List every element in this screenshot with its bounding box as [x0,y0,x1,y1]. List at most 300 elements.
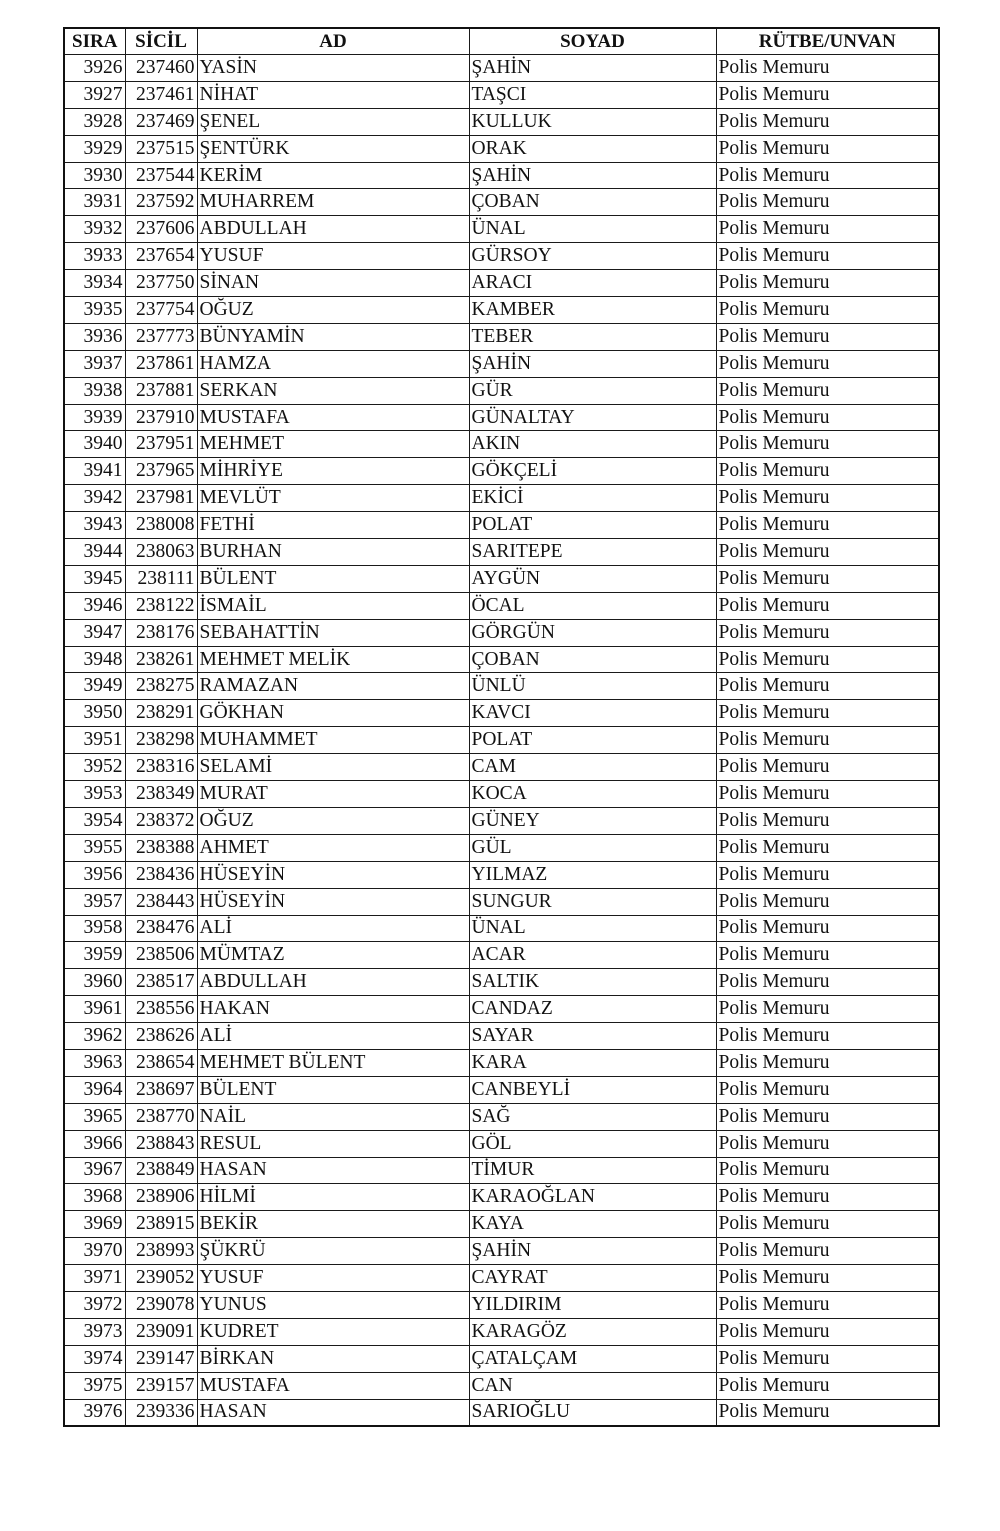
cell-sira: 3939 [64,404,125,431]
table-row [64,81,939,108]
cell-sira: 3968 [64,1184,125,1211]
cell-soyad: ÇATALÇAM [469,1345,716,1372]
cell-sira: 3938 [64,377,125,404]
cell-sicil: 238291 [125,700,197,727]
cell-rutbe: Polis Memuru [716,700,939,727]
cell-rutbe: Polis Memuru [716,1076,939,1103]
cell-soyad: POLAT [469,727,716,754]
cell-rutbe: Polis Memuru [716,1023,939,1050]
cell-ad: SERKAN [197,377,469,404]
cell-rutbe: Polis Memuru [716,592,939,619]
cell-sira: 3957 [64,888,125,915]
cell-soyad: GÜL [469,834,716,861]
cell-sicil: 237754 [125,297,197,324]
cell-rutbe: Polis Memuru [716,1238,939,1265]
table-row [64,1130,939,1157]
cell-ad: GÖKHAN [197,700,469,727]
cell-rutbe: Polis Memuru [716,673,939,700]
cell-sira: 3941 [64,458,125,485]
cell-soyad: GÖKÇELİ [469,458,716,485]
table-body [64,55,939,1427]
cell-sicil: 238443 [125,888,197,915]
cell-sira: 3944 [64,539,125,566]
cell-rutbe: Polis Memuru [716,969,939,996]
cell-sira: 3937 [64,350,125,377]
cell-sira: 3974 [64,1345,125,1372]
cell-ad: BÜLENT [197,1076,469,1103]
cell-sira: 3964 [64,1076,125,1103]
cell-sira: 3956 [64,861,125,888]
cell-rutbe: Polis Memuru [716,727,939,754]
cell-soyad: SAĞ [469,1103,716,1130]
cell-sicil: 238275 [125,673,197,700]
cell-rutbe: Polis Memuru [716,942,939,969]
cell-sicil: 239052 [125,1265,197,1292]
cell-soyad: POLAT [469,512,716,539]
cell-sicil: 239157 [125,1372,197,1399]
table-row [64,135,939,162]
cell-sira: 3930 [64,162,125,189]
cell-sira: 3961 [64,996,125,1023]
cell-soyad: AKIN [469,431,716,458]
cell-sira: 3943 [64,512,125,539]
cell-sicil: 238770 [125,1103,197,1130]
cell-soyad: KARAGÖZ [469,1318,716,1345]
cell-ad: BÜNYAMİN [197,323,469,350]
cell-soyad: KARAOĞLAN [469,1184,716,1211]
table-row [64,216,939,243]
cell-soyad: ÇOBAN [469,189,716,216]
cell-ad: SELAMİ [197,754,469,781]
cell-rutbe: Polis Memuru [716,1130,939,1157]
cell-soyad: CANBEYLİ [469,1076,716,1103]
cell-soyad: TİMUR [469,1157,716,1184]
cell-sicil: 238008 [125,512,197,539]
cell-sicil: 238654 [125,1049,197,1076]
cell-rutbe: Polis Memuru [716,485,939,512]
cell-rutbe: Polis Memuru [716,1345,939,1372]
table-row [64,1291,939,1318]
cell-sicil: 237460 [125,55,197,82]
cell-rutbe: Polis Memuru [716,297,939,324]
cell-rutbe: Polis Memuru [716,1265,939,1292]
cell-soyad: CAYRAT [469,1265,716,1292]
table-row [64,1399,939,1426]
cell-ad: HASAN [197,1157,469,1184]
cell-ad: AHMET [197,834,469,861]
cell-rutbe: Polis Memuru [716,162,939,189]
cell-sira: 3952 [64,754,125,781]
cell-soyad: SUNGUR [469,888,716,915]
cell-sicil: 238063 [125,539,197,566]
cell-rutbe: Polis Memuru [716,270,939,297]
cell-rutbe: Polis Memuru [716,512,939,539]
table-row [64,243,939,270]
cell-sicil: 238626 [125,1023,197,1050]
cell-ad: ŞENEL [197,108,469,135]
table-row [64,619,939,646]
cell-rutbe: Polis Memuru [716,996,939,1023]
cell-sicil: 238906 [125,1184,197,1211]
cell-ad: MEVLÜT [197,485,469,512]
cell-rutbe: Polis Memuru [716,834,939,861]
table-row [64,108,939,135]
cell-soyad: GÜRSOY [469,243,716,270]
cell-sicil: 239147 [125,1345,197,1372]
cell-sicil: 237461 [125,81,197,108]
cell-soyad: ACAR [469,942,716,969]
table-row [64,1211,939,1238]
table-row [64,512,939,539]
table-row [64,1076,939,1103]
cell-sicil: 237592 [125,189,197,216]
cell-ad: YUNUS [197,1291,469,1318]
table-row [64,270,939,297]
cell-sira: 3970 [64,1238,125,1265]
cell-rutbe: Polis Memuru [716,1049,939,1076]
cell-sira: 3928 [64,108,125,135]
cell-ad: HİLMİ [197,1184,469,1211]
cell-rutbe: Polis Memuru [716,458,939,485]
cell-sira: 3953 [64,781,125,808]
table-row [64,458,939,485]
table-row [64,781,939,808]
cell-ad: HÜSEYİN [197,888,469,915]
cell-ad: KUDRET [197,1318,469,1345]
cell-ad: OĞUZ [197,807,469,834]
cell-ad: HAKAN [197,996,469,1023]
table-row [64,1023,939,1050]
cell-rutbe: Polis Memuru [716,565,939,592]
cell-rutbe: Polis Memuru [716,754,939,781]
cell-soyad: ÜNAL [469,216,716,243]
cell-soyad: CAN [469,1372,716,1399]
cell-sicil: 237654 [125,243,197,270]
table-row [64,673,939,700]
cell-soyad: CANDAZ [469,996,716,1023]
cell-ad: ŞENTÜRK [197,135,469,162]
table-row [64,1184,939,1211]
cell-soyad: GÖRGÜN [469,619,716,646]
table-row [64,915,939,942]
cell-ad: MÜMTAZ [197,942,469,969]
table-row [64,861,939,888]
cell-ad: BURHAN [197,539,469,566]
table-row [64,565,939,592]
table-row [64,969,939,996]
cell-sicil: 238697 [125,1076,197,1103]
cell-soyad: ÖCAL [469,592,716,619]
cell-sicil: 238388 [125,834,197,861]
cell-rutbe: Polis Memuru [716,1399,939,1426]
cell-soyad: KAMBER [469,297,716,324]
cell-soyad: ORAK [469,135,716,162]
cell-soyad: KOCA [469,781,716,808]
cell-sira: 3936 [64,323,125,350]
table-row [64,888,939,915]
cell-soyad: KAYA [469,1211,716,1238]
cell-sicil: 238349 [125,781,197,808]
cell-sicil: 237861 [125,350,197,377]
cell-sicil: 238517 [125,969,197,996]
table-row [64,431,939,458]
cell-sira: 3976 [64,1399,125,1426]
cell-ad: MEHMET BÜLENT [197,1049,469,1076]
cell-soyad: GÜNALTAY [469,404,716,431]
cell-soyad: ŞAHİN [469,350,716,377]
cell-sicil: 238506 [125,942,197,969]
cell-sira: 3969 [64,1211,125,1238]
cell-sira: 3963 [64,1049,125,1076]
cell-sicil: 238556 [125,996,197,1023]
cell-sicil: 237750 [125,270,197,297]
cell-soyad: SARITEPE [469,539,716,566]
cell-sira: 3965 [64,1103,125,1130]
cell-sicil: 237965 [125,458,197,485]
cell-sicil: 237515 [125,135,197,162]
cell-ad: BÜLENT [197,565,469,592]
cell-sira: 3960 [64,969,125,996]
cell-sicil: 237606 [125,216,197,243]
cell-soyad: ŞAHİN [469,162,716,189]
cell-sira: 3926 [64,55,125,82]
cell-ad: HÜSEYİN [197,861,469,888]
cell-ad: RESUL [197,1130,469,1157]
header-rutbe: RÜTBE/UNVAN [716,28,939,55]
cell-sira: 3958 [64,915,125,942]
cell-rutbe: Polis Memuru [716,431,939,458]
table-row [64,485,939,512]
table-row [64,162,939,189]
cell-rutbe: Polis Memuru [716,1211,939,1238]
cell-sicil: 237951 [125,431,197,458]
cell-ad: YASİN [197,55,469,82]
cell-sira: 3940 [64,431,125,458]
cell-sicil: 237469 [125,108,197,135]
cell-soyad: SAYAR [469,1023,716,1050]
table-row [64,1345,939,1372]
cell-soyad: ÇOBAN [469,646,716,673]
cell-sicil: 238843 [125,1130,197,1157]
cell-sicil: 239091 [125,1318,197,1345]
cell-rutbe: Polis Memuru [716,81,939,108]
table-row [64,727,939,754]
cell-ad: HASAN [197,1399,469,1426]
cell-rutbe: Polis Memuru [716,861,939,888]
cell-sira: 3975 [64,1372,125,1399]
cell-rutbe: Polis Memuru [716,539,939,566]
cell-soyad: CAM [469,754,716,781]
cell-sira: 3950 [64,700,125,727]
cell-sicil: 238316 [125,754,197,781]
table-row [64,350,939,377]
cell-sicil: 238849 [125,1157,197,1184]
cell-sira: 3959 [64,942,125,969]
cell-rutbe: Polis Memuru [716,377,939,404]
cell-ad: HAMZA [197,350,469,377]
cell-sira: 3942 [64,485,125,512]
cell-ad: ABDULLAH [197,216,469,243]
cell-soyad: YILDIRIM [469,1291,716,1318]
cell-ad: BİRKAN [197,1345,469,1372]
cell-sicil: 239078 [125,1291,197,1318]
cell-sicil: 238993 [125,1238,197,1265]
cell-rutbe: Polis Memuru [716,1157,939,1184]
cell-sicil: 238476 [125,915,197,942]
cell-ad: BEKİR [197,1211,469,1238]
cell-sicil: 238436 [125,861,197,888]
cell-sira: 3946 [64,592,125,619]
cell-soyad: ARACI [469,270,716,297]
cell-rutbe: Polis Memuru [716,619,939,646]
cell-rutbe: Polis Memuru [716,807,939,834]
table-row [64,1238,939,1265]
cell-ad: MUSTAFA [197,404,469,431]
cell-sira: 3954 [64,807,125,834]
cell-ad: KERİM [197,162,469,189]
cell-sicil: 239336 [125,1399,197,1426]
table-row [64,942,939,969]
table-row [64,1157,939,1184]
table-row [64,377,939,404]
cell-sira: 3932 [64,216,125,243]
cell-sira: 3935 [64,297,125,324]
cell-sira: 3947 [64,619,125,646]
cell-ad: MURAT [197,781,469,808]
cell-soyad: GÜR [469,377,716,404]
cell-soyad: GÜNEY [469,807,716,834]
cell-soyad: SARIOĞLU [469,1399,716,1426]
cell-sira: 3945 [64,565,125,592]
cell-ad: MEHMET MELİK [197,646,469,673]
cell-soyad: KAVCI [469,700,716,727]
cell-ad: SİNAN [197,270,469,297]
cell-ad: RAMAZAN [197,673,469,700]
cell-sicil: 238111 [125,565,197,592]
cell-rutbe: Polis Memuru [716,1103,939,1130]
cell-rutbe: Polis Memuru [716,404,939,431]
cell-sicil: 238372 [125,807,197,834]
header-soyad: SOYAD [469,28,716,55]
cell-rutbe: Polis Memuru [716,1184,939,1211]
cell-sira: 3962 [64,1023,125,1050]
cell-rutbe: Polis Memuru [716,1372,939,1399]
cell-sira: 3972 [64,1291,125,1318]
cell-rutbe: Polis Memuru [716,350,939,377]
cell-rutbe: Polis Memuru [716,1291,939,1318]
cell-sira: 3949 [64,673,125,700]
cell-ad: MUHARREM [197,189,469,216]
table-row [64,834,939,861]
table-row [64,539,939,566]
table-row [64,323,939,350]
table-row [64,592,939,619]
cell-ad: MİHRİYE [197,458,469,485]
table-row [64,754,939,781]
cell-rutbe: Polis Memuru [716,781,939,808]
cell-ad: MEHMET [197,431,469,458]
personnel-table [63,27,940,1427]
cell-ad: YUSUF [197,243,469,270]
cell-soyad: EKİCİ [469,485,716,512]
cell-sira: 3933 [64,243,125,270]
cell-sicil: 238298 [125,727,197,754]
table-row [64,996,939,1023]
cell-sira: 3931 [64,189,125,216]
cell-soyad: KARA [469,1049,716,1076]
cell-ad: ABDULLAH [197,969,469,996]
cell-ad: İSMAİL [197,592,469,619]
table-row [64,1265,939,1292]
cell-ad: SEBAHATTİN [197,619,469,646]
cell-rutbe: Polis Memuru [716,216,939,243]
cell-sira: 3951 [64,727,125,754]
cell-rutbe: Polis Memuru [716,243,939,270]
cell-sicil: 237773 [125,323,197,350]
cell-sicil: 238915 [125,1211,197,1238]
cell-sira: 3929 [64,135,125,162]
cell-sicil: 237910 [125,404,197,431]
cell-sira: 3934 [64,270,125,297]
cell-ad: NAİL [197,1103,469,1130]
table-header [64,28,939,55]
cell-soyad: YILMAZ [469,861,716,888]
cell-rutbe: Polis Memuru [716,323,939,350]
cell-rutbe: Polis Memuru [716,1318,939,1345]
cell-sicil: 237544 [125,162,197,189]
cell-soyad: GÖL [469,1130,716,1157]
table-row [64,55,939,82]
cell-sicil: 238122 [125,592,197,619]
cell-soyad: SALTIK [469,969,716,996]
cell-soyad: TEBER [469,323,716,350]
table-row [64,404,939,431]
cell-sira: 3967 [64,1157,125,1184]
cell-sicil: 237981 [125,485,197,512]
cell-sira: 3966 [64,1130,125,1157]
table-row [64,646,939,673]
cell-sicil: 238261 [125,646,197,673]
header-sira: SIRA [64,28,125,55]
cell-ad: MUHAMMET [197,727,469,754]
cell-soyad: KULLUK [469,108,716,135]
header-sicil: SİCİL [125,28,197,55]
cell-ad: ALİ [197,1023,469,1050]
cell-rutbe: Polis Memuru [716,189,939,216]
cell-ad: YUSUF [197,1265,469,1292]
cell-sira: 3955 [64,834,125,861]
cell-rutbe: Polis Memuru [716,915,939,942]
cell-soyad: ÜNAL [469,915,716,942]
cell-ad: MUSTAFA [197,1372,469,1399]
table-row [64,1318,939,1345]
cell-soyad: ÜNLÜ [469,673,716,700]
cell-soyad: ŞAHİN [469,55,716,82]
cell-rutbe: Polis Memuru [716,55,939,82]
cell-ad: FETHİ [197,512,469,539]
cell-ad: OĞUZ [197,297,469,324]
header-row [64,28,939,55]
cell-rutbe: Polis Memuru [716,888,939,915]
cell-rutbe: Polis Memuru [716,135,939,162]
cell-sira: 3948 [64,646,125,673]
cell-ad: NİHAT [197,81,469,108]
cell-sicil: 237881 [125,377,197,404]
cell-sira: 3971 [64,1265,125,1292]
table-row [64,297,939,324]
table-row [64,1372,939,1399]
cell-rutbe: Polis Memuru [716,646,939,673]
